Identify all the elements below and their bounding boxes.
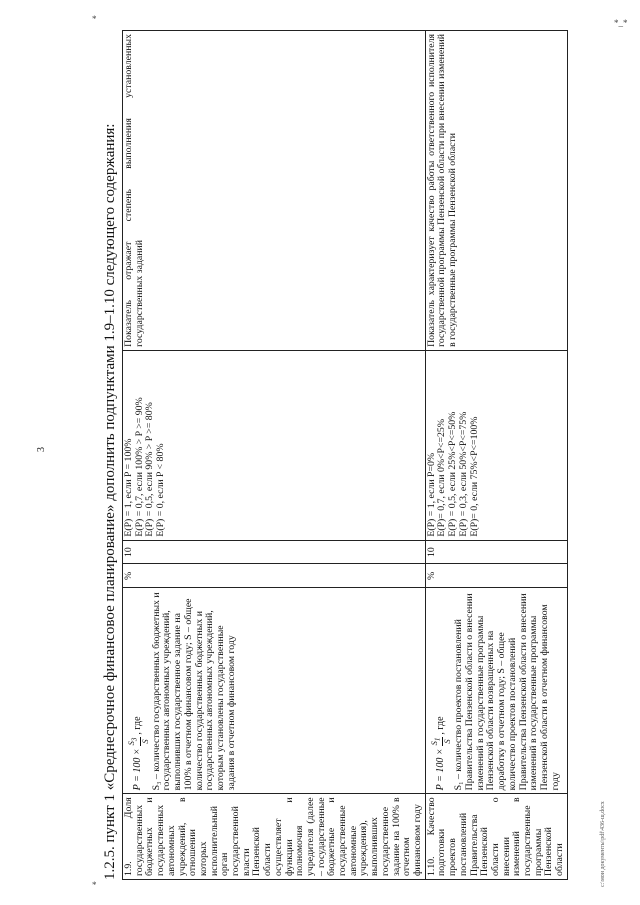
table-row [123, 31, 426, 880]
formula [127, 591, 150, 790]
corner-mark-top: * [92, 14, 97, 24]
formula-numerator: S [126, 741, 136, 746]
formula-fraction [430, 737, 453, 747]
corner-mark-bottom: * [92, 880, 97, 890]
formula-suffix: , где [131, 716, 143, 735]
score-rule: E(P) = 0,5, если 90% > P >= 80% [144, 402, 156, 537]
section-heading: 1.2.5. пункт 1 «Среднесрочное финансовое планирование» дополнить подпунктами 1.9–1.10 следующего содержания: [102, 123, 118, 880]
score-rules-cell [425, 350, 567, 540]
indicators-table [122, 30, 568, 880]
score-rule: E(P) = 0,7, если 100% > P >= 90% [133, 397, 145, 537]
formula-fraction [127, 737, 150, 747]
unit-cell: % [425, 564, 567, 588]
footer-file-path: c:\мои документы\pdf\436-щ.docx [600, 801, 606, 887]
formula-lhs: P = 100 × [434, 748, 446, 791]
formula-lhs: P = 100 × [131, 748, 143, 791]
score-rule: E(P) = 0,5, если 25%<P<=50% [447, 411, 459, 537]
score-rule: E(P) = 1, если P=0% [425, 452, 437, 537]
formula-description: S₁ – количество проектов постановлений Правительства Пензенской области о внесении изменений в государственные программы Пензенской области возвращенных на доработку в отчетном году; S – общее количество проектов постановлений Правительства Пензенской области о внесении изменений в государственные программы Пензенской области в отчетном финансовом году [453, 593, 561, 791]
score-rules-cell [123, 350, 426, 540]
formula-numerator-subscript: 3 [130, 737, 139, 742]
score-rule: E(P)= 0,7, если 0%<P<=25% [436, 419, 448, 537]
unit-cell: % [123, 564, 426, 588]
formula-denominator: S [139, 739, 150, 744]
score-rule: E(P) = 0, если P < 80% [155, 443, 167, 537]
table-row [425, 31, 567, 880]
score-rule: E(P) = 1, если P = 100% [123, 438, 134, 537]
indicator-name: 1.10. Качество подготовки проектов постановлений Правительства Пензенской области о внесении изменений в государственные программы Пензенской области [425, 794, 567, 880]
indicator-name: 1.9. Доля государственных бюджетных и государственных автономных учреждений, в отношении которых исполнительный орган государственной власти Пензенской области осуществляет функции и полномочия учредителя (далее – государственные бюджетные и государственные автономные учреждения), выполнивших государственное задание на 100% в отчетном финансовом году [123, 794, 426, 880]
indicator-formula-cell [123, 588, 426, 794]
score-rule: E(P) = 0,3, если 50%<P<=75% [457, 411, 469, 537]
indicator-formula-cell [425, 588, 567, 794]
formula-description: S₃ – количество государственных бюджетных и государственных автономных учреждений, выполнивших государственное задание на 100% в отчетном финансовом году; S – общее количество государственных бюджетных и государственных автономных учреждений, которым установлены государственные задания в отчетном финансовом году [150, 592, 237, 791]
formula-numerator: S [428, 741, 439, 746]
weight-cell: 10 [123, 540, 426, 564]
formula-numerator-subscript: 1 [433, 737, 442, 742]
weight-cell: 10 [425, 540, 567, 564]
score-rule: E(P)= 0, если 75%<P<=100% [468, 416, 480, 537]
rotated-document [100, 30, 566, 880]
formula [430, 591, 453, 790]
formula-suffix: , где [434, 716, 446, 735]
comment-cell: Показатель отражает степень выполнения установленных государственных заданий [123, 31, 426, 351]
comment-cell: Показатель характеризует качество работы ответственного исполнителя государственной программы Пензенской области при внесении изменений в государственные программы Пензенской области [425, 31, 567, 351]
corner-mark-right: *_* [614, 18, 628, 28]
formula-denominator: S [442, 739, 453, 744]
page-number: 3 [36, 447, 47, 452]
